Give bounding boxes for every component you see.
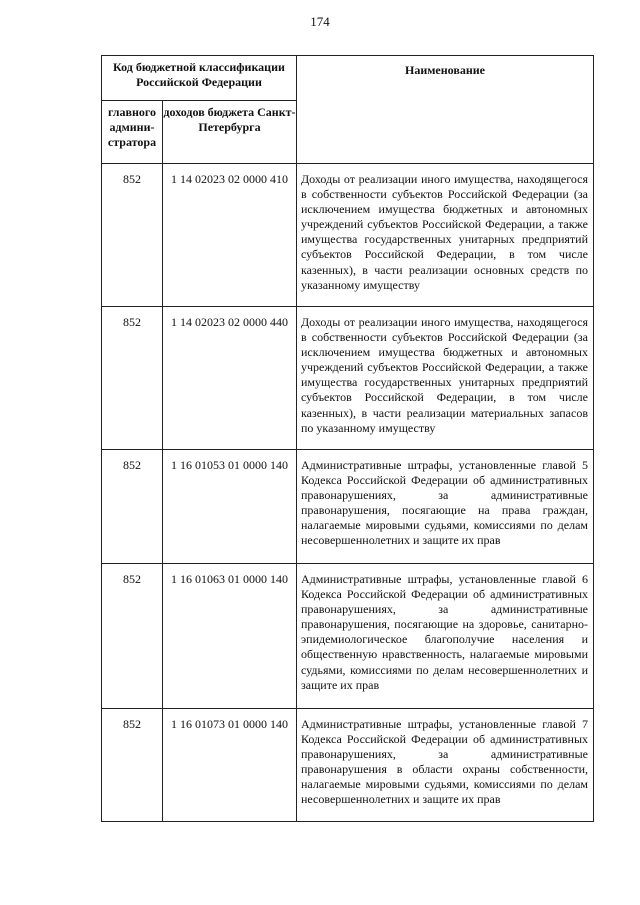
- header-income: доходов бюджета Санкт-Петербурга: [163, 101, 297, 164]
- income-name: Доходы от реализации иного имущества, находящегося в собственности субъектов Российской Федерации (за исключением имущества бюджетных и автономных учреждений субъектов Российской Федерации, а также имущества государственных унитарных предприятий субъектов Российской Федерации, в том числе казенных), в части реализации материальных запасов по указанному имуществу: [297, 307, 594, 450]
- budget-classification-table: [101, 55, 594, 822]
- income-code: 1 14 02023 02 0000 410: [163, 164, 297, 307]
- admin-code: 852: [102, 307, 163, 450]
- header-admin: главного админи-стратора: [102, 101, 163, 164]
- admin-code: 852: [102, 564, 163, 709]
- table-row: [102, 307, 594, 450]
- income-name: Доходы от реализации иного имущества, находящегося в собственности субъектов Российской Федерации (за исключением имущества бюджетных и автономных учреждений субъектов Российской Федерации, а также имущества государственных унитарных предприятий субъектов Российской Федерации, в том числе казенных), в части реализации основных средств по указанному имуществу: [297, 164, 594, 307]
- admin-code: 852: [102, 709, 163, 822]
- header-name: Наименование: [297, 56, 594, 164]
- income-code: 1 16 01073 01 0000 140: [163, 709, 297, 822]
- income-code: 1 16 01063 01 0000 140: [163, 564, 297, 709]
- table-row: [102, 709, 594, 822]
- table-row: [102, 164, 594, 307]
- income-name: Административные штрафы, установленные главой 5 Кодекса Российской Федерации об административных правонарушениях, за административные правонарушения, посягающие на права граждан, налагаемые мировыми судьями, комиссиями по делам несовершеннолетних и защите их прав: [297, 450, 594, 564]
- header-code-group: Код бюджетной классификации Российской Федерации: [102, 56, 297, 101]
- income-name: Административные штрафы, установленные главой 6 Кодекса Российской Федерации об административных правонарушениях, за административные правонарушения, посягающие на здоровье, санитарно-эпидемиологическое благополучие населения и общественную нравственность, налагаемые мировыми судьями, комиссиями по делам несовершеннолетних и защите их прав: [297, 564, 594, 709]
- income-code: 1 16 01053 01 0000 140: [163, 450, 297, 564]
- admin-code: 852: [102, 164, 163, 307]
- header-row: [102, 56, 594, 101]
- admin-code: 852: [102, 450, 163, 564]
- table-row: [102, 564, 594, 709]
- page-number: 174: [310, 14, 330, 29]
- table-row: [102, 450, 594, 564]
- income-name: Административные штрафы, установленные главой 7 Кодекса Российской Федерации об административных правонарушениях, за административные правонарушения в области охраны собственности, налагаемые мировыми судьями, комиссиями по делам несовершеннолетних и защите их прав: [297, 709, 594, 822]
- income-code: 1 14 02023 02 0000 440: [163, 307, 297, 450]
